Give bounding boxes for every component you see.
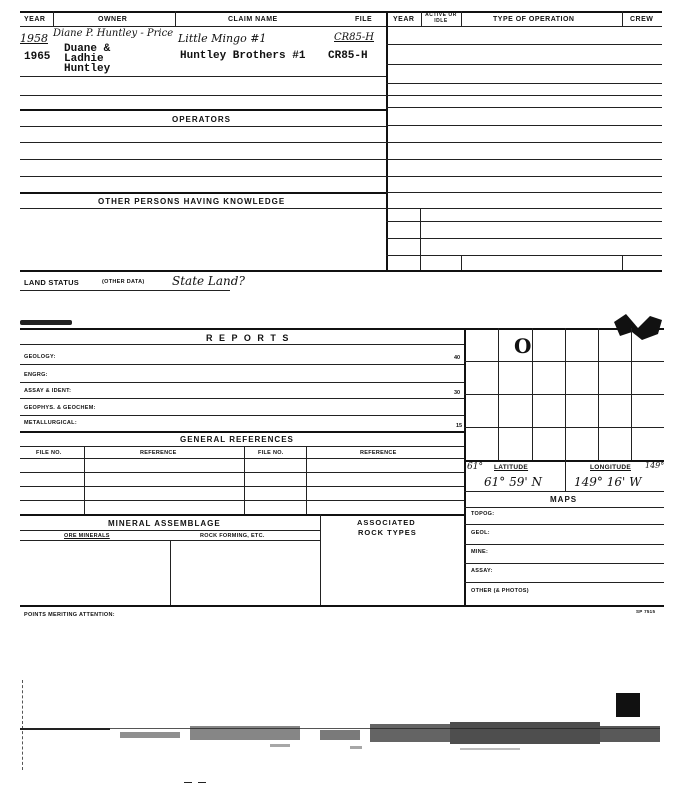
location-mark: O: [514, 334, 532, 358]
map-other-photos: OTHER (& PHOTOS): [471, 588, 529, 594]
land-status-value: State Land?: [172, 274, 245, 288]
reports-title: R E P O R T S: [206, 333, 291, 343]
other-persons-title: OTHER PERSONS HAVING KNOWLEDGE: [98, 197, 286, 206]
ref-col-file-no-2: FILE NO.: [258, 450, 284, 456]
report-geology-label: GEOLOGY:: [24, 354, 56, 360]
map-topog: TOPOG:: [471, 511, 495, 517]
latitude-value: 61° 59' N: [484, 475, 542, 489]
header-crew: CREW: [630, 16, 654, 23]
report-geology-num: 40: [454, 355, 461, 361]
map-assay: ASSAY:: [471, 568, 493, 574]
header-active-or-idle: ACTIVE OR IDLE: [425, 12, 457, 24]
general-references-title: GENERAL REFERENCES: [180, 435, 294, 444]
ref-col-file-no-1: FILE NO.: [36, 450, 62, 456]
row2-owner: Duane & Ladhie Huntley: [64, 43, 111, 75]
map-mine: MINE:: [471, 549, 489, 555]
ore-minerals-label: ORE MINERALS: [64, 533, 110, 539]
row1-owner: Diane P. Huntley - Price: [53, 28, 174, 39]
report-assay-num: 30: [454, 390, 461, 396]
row1-claim-name: Little Mingo #1: [178, 32, 267, 45]
report-assay-label: ASSAY & IDENT:: [24, 388, 72, 394]
maps-title: MAPS: [550, 495, 578, 504]
longitude-value: 149° 16' W: [574, 475, 642, 489]
header-file: FILE: [355, 16, 373, 23]
row2-claim-name: Huntley Brothers #1: [180, 50, 306, 62]
associated-label: ASSOCIATED: [357, 518, 416, 527]
rock-forming-label: ROCK FORMING, ETC.: [200, 533, 265, 539]
land-status-label: LAND STATUS: [24, 278, 80, 287]
operators-title: OPERATORS: [172, 115, 231, 124]
ref-col-reference-1: REFERENCE: [140, 450, 177, 456]
report-engrg-label: ENGRG:: [24, 372, 48, 378]
corner-smudge: [612, 310, 664, 344]
black-square-mark: [616, 693, 640, 717]
header-type-of-operation: TYPE OF OPERATION: [493, 16, 575, 23]
header-owner: OWNER: [98, 16, 128, 23]
map-geol: GEOL:: [471, 530, 490, 536]
row2-year: 1965: [24, 51, 51, 63]
header-year-2: YEAR: [393, 16, 415, 23]
latitude-label: LATITUDE: [494, 464, 529, 471]
top-smear: [20, 320, 72, 325]
row2-file: CR85-H: [328, 50, 368, 62]
row1-year: 1958: [20, 32, 48, 45]
report-metallurgical-num: 15: [456, 423, 463, 429]
row1-file: CR85-H: [334, 32, 375, 43]
lon-suffix: 149°: [645, 461, 665, 470]
ref-col-reference-2: REFERENCE: [360, 450, 397, 456]
longitude-label: LONGITUDE: [590, 464, 631, 471]
report-metallurgical-label: METALLURGICAL:: [24, 420, 77, 426]
mineral-assemblage-title: MINERAL ASSEMBLAGE: [108, 519, 221, 528]
scan-noise-band: [20, 718, 665, 754]
lat-prefix: 61°: [467, 462, 483, 472]
rock-types-label: ROCK TYPES: [358, 528, 417, 537]
points-meriting-attention-label: POINTS MERITING ATTENTION:: [24, 612, 115, 618]
report-geophys-label: GEOPHYS. & GEOCHEM:: [24, 405, 96, 411]
land-status-sub: (OTHER DATA): [102, 279, 145, 285]
header-year: YEAR: [24, 16, 46, 23]
form-number: SP 7515: [636, 609, 656, 614]
header-claim-name: CLAIM NAME: [228, 16, 278, 23]
